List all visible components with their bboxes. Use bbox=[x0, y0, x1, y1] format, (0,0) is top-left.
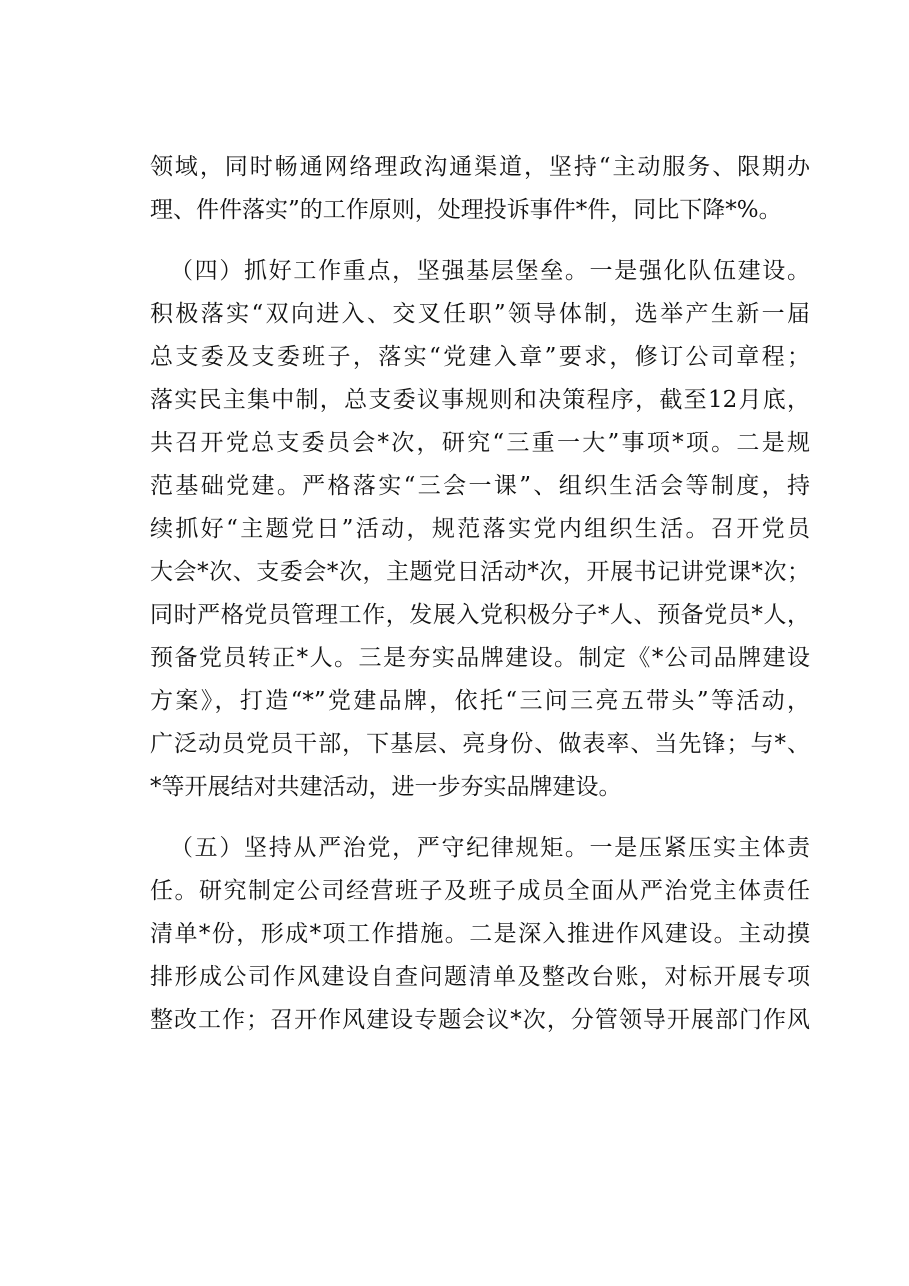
text-line: 总支委及支委班子，落实“党建入章”要求，修订公司章程； bbox=[150, 344, 810, 370]
text-line: 整改工作；召开作风建设专题会议*次，分管领导开展部门作风 bbox=[150, 1007, 810, 1033]
text-line: 任。研究制定公司经营班子及班子成员全面从严治党主体责任 bbox=[150, 878, 810, 904]
text-line: （四）抓好工作重点，坚强基层堡垒。一是强化队伍建设。 bbox=[170, 258, 810, 284]
text-line: 积极落实“双向进入、交叉任职”领导体制，选举产生新一届 bbox=[150, 301, 810, 327]
text-line: *等开展结对共建活动，进一步夯实品牌建设。 bbox=[150, 774, 622, 800]
text-line: 大会*次、支委会*次，主题党日活动*次，开展书记讲党课*次； bbox=[150, 559, 810, 585]
text-line: 领域，同时畅通网络理政沟通渠道，坚持“主动服务、限期办 bbox=[150, 154, 810, 180]
text-line: 预备党员转正*人。三是夯实品牌建设。制定《*公司品牌建设 bbox=[150, 645, 810, 671]
text-line: （五）坚持从严治党，严守纪律规矩。一是压紧压实主体责 bbox=[170, 835, 810, 861]
text-line: 范基础党建。严格落实“三会一课”、组织生活会等制度，持 bbox=[150, 473, 810, 499]
text-line: 清单*份，形成*项工作措施。二是深入推进作风建设。主动摸 bbox=[150, 921, 810, 947]
text-line: 方案》，打造“*”党建品牌，依托“三问三亮五带头”等活动， bbox=[150, 688, 810, 714]
text-line: 落实民主集中制，总支委议事规则和决策程序，截至12月底， bbox=[150, 387, 810, 413]
text-line: 同时严格党员管理工作，发展入党积极分子*人、预备党员*人， bbox=[150, 602, 810, 628]
text-line: 排形成公司作风建设自查问题清单及整改台账，对标开展专项 bbox=[150, 964, 810, 990]
text-line: 理、件件落实”的工作原则，处理投诉事件*件，同比下降*%。 bbox=[150, 197, 782, 223]
text-line: 共召开党总支委员会*次，研究“三重一大”事项*项。二是规 bbox=[150, 430, 810, 456]
text-line: 广泛动员党员干部，下基层、亮身份、做表率、当先锋；与*、 bbox=[150, 731, 810, 757]
text-line: 续抓好“主题党日”活动，规范落实党内组织生活。召开党员 bbox=[150, 516, 810, 542]
